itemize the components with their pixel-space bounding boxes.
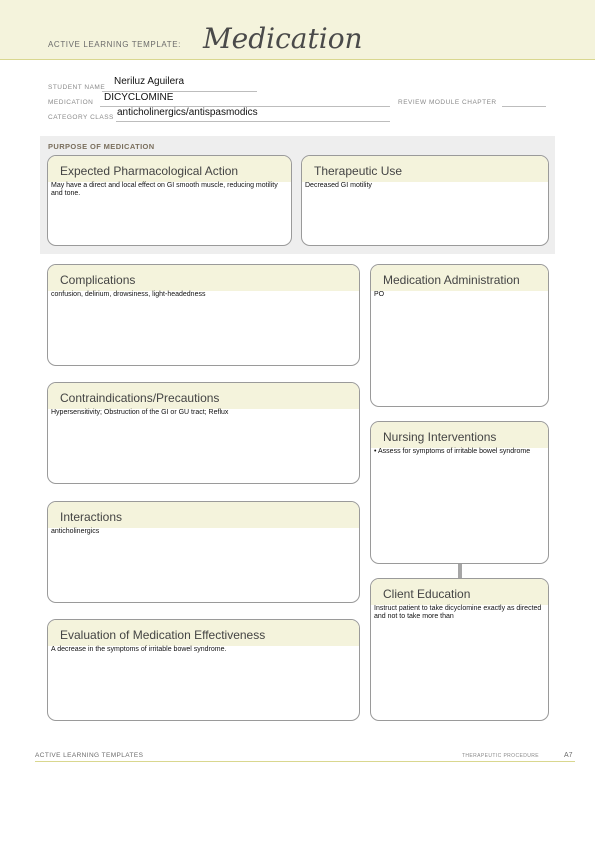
expected-action-text: May have a direct and local effect on GI smooth muscle, reducing motility and tone.	[51, 182, 278, 198]
interactions-text: anticholinergics	[51, 528, 100, 535]
footer-divider	[35, 761, 575, 762]
client-education-text: Instruct patient to take dicyclomine exactly as directed and not to take more than	[374, 605, 542, 621]
category-class-line	[116, 121, 390, 122]
expected-action-title: Expected Pharmacological Action	[48, 156, 291, 182]
complications-box[interactable]	[47, 264, 360, 366]
purpose-title: PURPOSE OF MEDICATION	[48, 142, 155, 151]
medication-label: MEDICATION	[48, 99, 94, 106]
review-module-label: REVIEW MODULE CHAPTER	[398, 99, 497, 106]
footer-page-number: A7	[564, 752, 573, 759]
administration-box[interactable]	[370, 264, 549, 407]
complications-text: confusion, delirium, drowsiness, light-headedness	[51, 291, 206, 298]
contraindications-title: Contraindications/Precautions	[48, 383, 359, 409]
interactions-box[interactable]	[47, 501, 360, 603]
therapeutic-use-title: Therapeutic Use	[302, 156, 548, 182]
contraindications-box[interactable]	[47, 382, 360, 484]
nursing-interventions-text: • Assess for symptoms of irritable bowel syndrome	[374, 448, 531, 455]
complications-title: Complications	[48, 265, 359, 291]
administration-title: Medication Administration	[371, 265, 548, 291]
evaluation-box[interactable]	[47, 619, 360, 721]
student-name-label: STUDENT NAME	[48, 84, 106, 91]
box-connector	[458, 564, 462, 578]
therapeutic-use-text: Decreased GI motility	[305, 182, 372, 189]
evaluation-title: Evaluation of Medication Effectiveness	[48, 620, 359, 646]
contraindications-text: Hypersensitivity; Obstruction of the GI or GU tract; Reflux	[51, 409, 229, 416]
interactions-title: Interactions	[48, 502, 359, 528]
footer-left-label: ACTIVE LEARNING TEMPLATES	[35, 752, 144, 759]
category-class-label: CATEGORY CLASS	[48, 114, 114, 121]
expected-action-box[interactable]	[47, 155, 292, 246]
client-education-title: Client Education	[371, 579, 548, 605]
administration-text: PO	[374, 291, 385, 298]
nursing-interventions-box[interactable]	[370, 421, 549, 564]
student-name-field[interactable]: Neriluz Aguilera	[114, 76, 185, 87]
medication-field[interactable]: DICYCLOMINE	[104, 92, 174, 103]
page-title: Medication	[203, 22, 363, 55]
client-education-box[interactable]	[370, 578, 549, 721]
nursing-interventions-title: Nursing Interventions	[371, 422, 548, 448]
review-module-line[interactable]	[502, 106, 546, 107]
evaluation-text: A decrease in the symptoms of irritable bowel syndrome.	[51, 646, 227, 653]
template-label: ACTIVE LEARNING TEMPLATE:	[48, 40, 181, 49]
footer-right-label: THERAPEUTIC PROCEDURE	[461, 753, 539, 759]
category-class-field[interactable]: anticholinergics/antispasmodics	[117, 107, 258, 118]
therapeutic-use-box[interactable]	[301, 155, 549, 246]
